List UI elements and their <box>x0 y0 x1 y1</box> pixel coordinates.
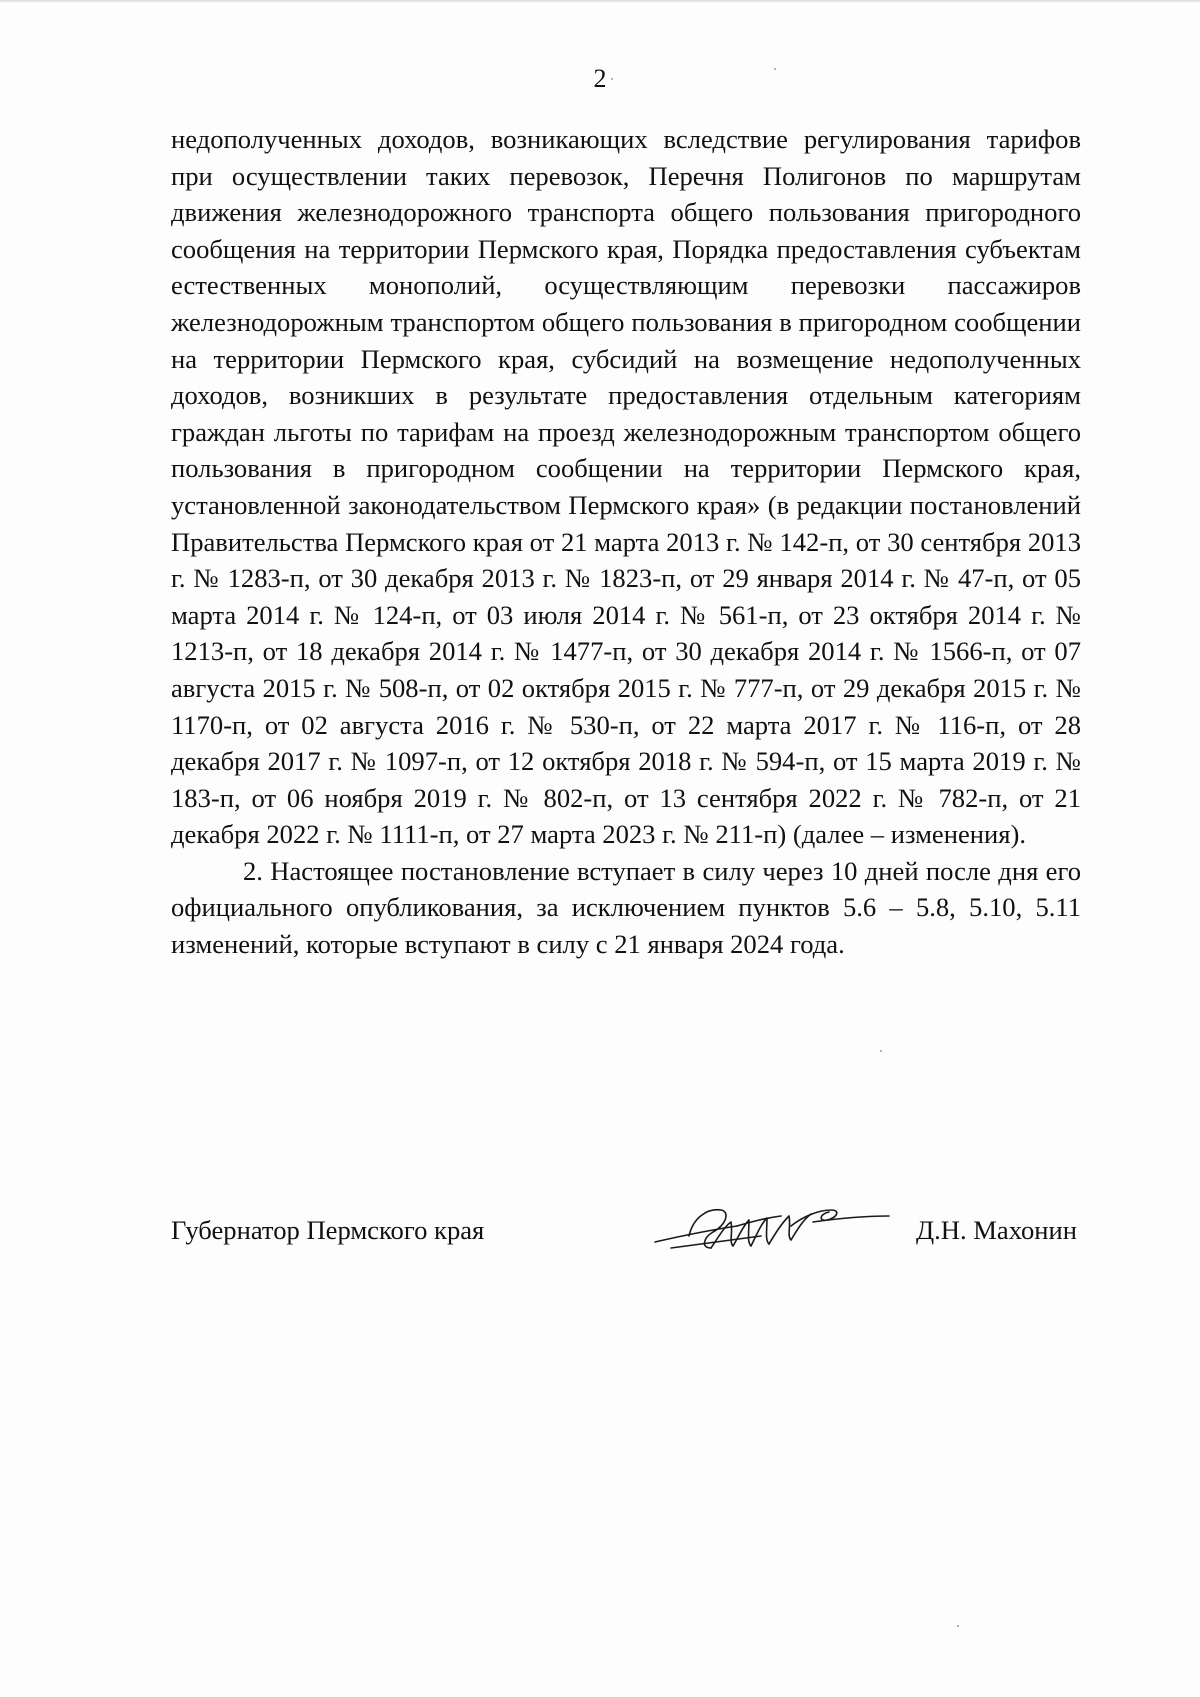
document-body <box>171 121 1081 963</box>
page-number: 2 <box>593 64 607 93</box>
scan-speck <box>774 68 776 70</box>
scan-edge <box>0 0 1200 3</box>
handwritten-signature-icon <box>641 1196 891 1266</box>
scan-speck <box>957 1625 959 1627</box>
paragraph-item-2: 2. Настоящее постановление вступает в силу через 10 дней после дня его официального опубликования, за исключением пунктов 5.6 – 5.8, 5.10, 5.11 изменений, которые вступают в силу с 21 января 2024 года. <box>171 855 1081 960</box>
signer-name: Д.Н. Махонин <box>915 1215 1077 1245</box>
signer-title: Губернатор Пермского края <box>171 1215 485 1245</box>
scan-speck <box>880 1050 882 1052</box>
signature-block <box>171 1210 1081 1270</box>
scan-speck <box>611 78 613 80</box>
paragraph-continuation: недополученных доходов, возникающих вследствие регулирования тарифов при осуществлении таких перевозок, Перечня Полигонов по маршрутам движения железнодорожного транспорта общего пользования пригородного сообщения на территории Пермского края, Порядка предоставления субъектам естественных монополий, осуществляющим перевозки пассажиров железнодорожным транспортом общего пользования в пригородном сообщении на территории Пермского края, субсидий на возмещение недополученных доходов, возникших в результате предоставления отдельным категориям граждан льготы по тарифам на проезд железнодорожным транспортом общего пользования в пригородном сообщении на территории Пермского края, установленной законодательством Пермского края» (в редакции постановлений Правительства Пермского края от 21 марта 2013 г. № 142-п, от 30 сентября 2013 г. № 1283-п, от 30 декабря 2013 г. № 1823-п, от 29 января 2014 г. № 47-п, от 05 марта 2014 г. № 124-п, от 03 июля 2014 г. № 561-п, от 23 октября 2014 г. № 1213-п, от 18 декабря 2014 г. № 1477-п, от 30 декабря 2014 г. № 1566-п, от 07 августа 2015 г. № 508-п, от 02 октября 2015 г. № 777-п, от 29 декабря 2015 г. № 1170-п, от 02 августа 2016 г. № 530-п, от 22 марта 2017 г. № 116-п, от 28 декабря 2017 г. № 1097-п, от 12 октября 2018 г. № 594-п, от 15 марта 2019 г. № 183-п, от 06 ноября 2019 г. № 802-п, от 13 сентября 2022 г. № 782-п, от 21 декабря 2022 г. № 1111-п, от 27 марта 2023 г. № 211-п) (далее – изменения). <box>171 124 1081 850</box>
